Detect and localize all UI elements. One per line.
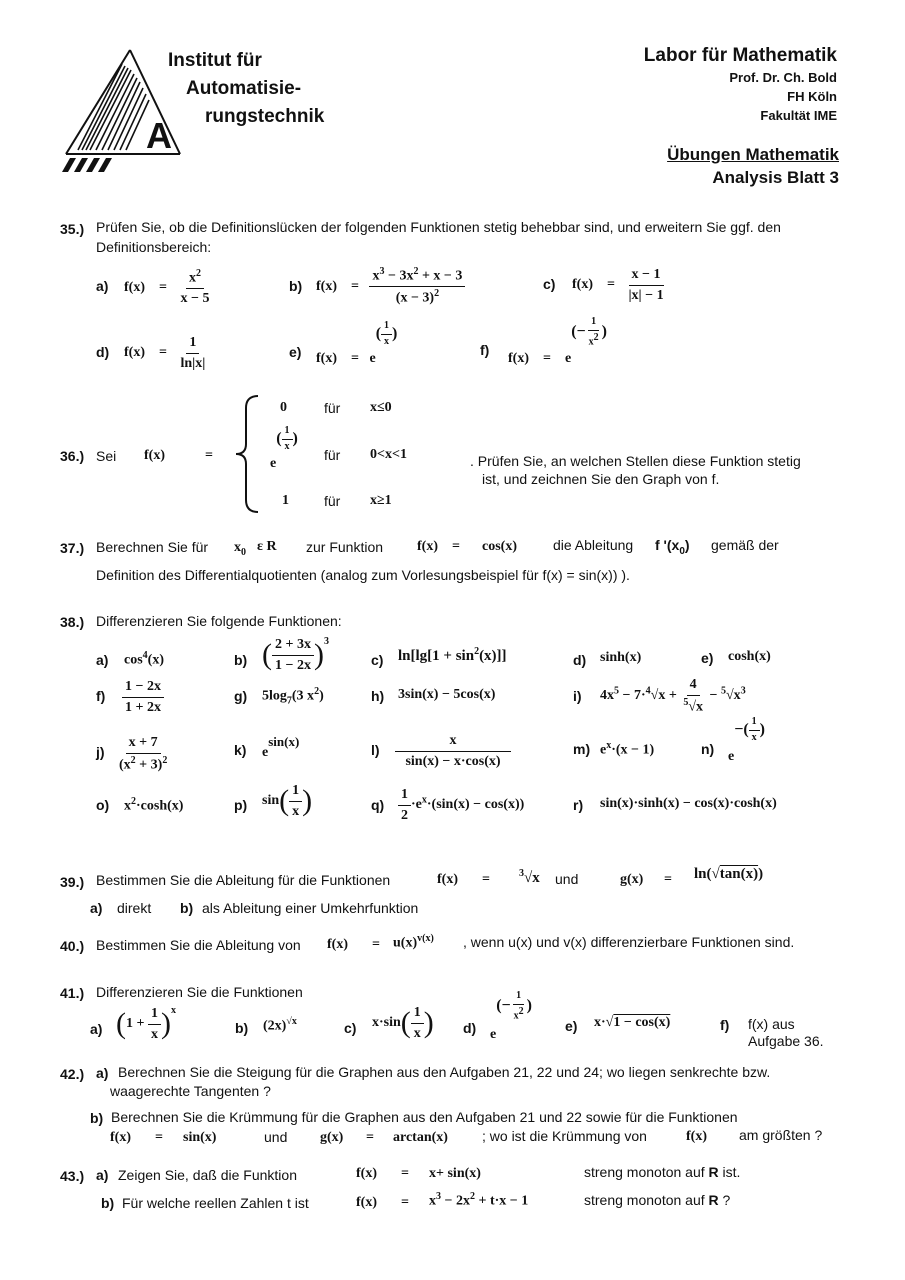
exercise-text: Definition des Differentialquotienten (analog zum Vorlesungsbeispiel für f(x) = sin(x)) ).	[96, 567, 630, 583]
item-label: b)	[101, 1195, 115, 1211]
institute-line-3: rungstechnik	[205, 106, 325, 127]
case-value-exp: e( $\frac{1}{x}$ )	[270, 425, 298, 471]
formula-35e: f(x) = e( $\frac{1}{x}$ )	[316, 320, 398, 366]
formula-38l: $\frac{x}{\sin(x) - x\cdot\cos(x)}$	[398, 732, 508, 770]
lab-name: Labor für Mathematik	[643, 45, 837, 66]
item-label: d)	[573, 652, 587, 668]
exercise-text: und	[264, 1129, 288, 1145]
exercise-text: ; wo ist die Krümmung von	[482, 1128, 647, 1144]
formula-35c: f(x) = $\frac{x - 1}{|x| - 1}$	[572, 267, 664, 303]
formula-u-pow-v: $u(x)^{v(x)}$	[393, 933, 434, 951]
function-name: f(x)	[437, 872, 458, 887]
formula-38d: sinh(x)	[600, 650, 642, 665]
exercise-text: . Prüfen Sie, an welchen Stellen diese Funktion stetig	[470, 453, 801, 469]
formula-41d: e(− $\frac{1}{x^2}$ )	[490, 990, 532, 1042]
university-name: FH Köln	[787, 89, 837, 104]
exercise-number: 38.)	[60, 614, 85, 630]
item-label: n)	[701, 741, 715, 757]
variable-x0: $x_0$	[234, 540, 246, 558]
case-brace	[232, 394, 262, 519]
exercise-text: Differenzieren Sie die Funktionen	[96, 984, 303, 1000]
item-label: b)	[90, 1110, 104, 1126]
formula-35b: f(x) = $\frac{x^3 - 3x^2 + x - 3}{(x - 3)^2}$	[316, 266, 465, 307]
item-label: f)	[480, 342, 490, 358]
function-name: f(x)	[356, 1166, 377, 1181]
exercise-text: direkt	[117, 900, 152, 916]
exercise-number: 42.)	[60, 1066, 85, 1082]
formula-35a: f(x) = $\frac{x^2}{x - 5}$	[124, 268, 210, 307]
institute-logo	[58, 46, 183, 174]
item-label: a)	[96, 652, 109, 668]
equals-sign: =	[664, 872, 672, 887]
case-fuer: für	[324, 400, 341, 416]
exercise-text: , wenn u(x) und v(x) differenzierbare Funktionen sind.	[463, 934, 795, 950]
exercise-text: Bestimmen Sie die Ableitung von	[96, 937, 301, 953]
faculty-name: Fakultät IME	[760, 108, 837, 123]
exercise-text: Aufgabe 36.	[748, 1033, 824, 1049]
exercise-text: Prüfen Sie, ob die Definitionslücken der folgenden Funktionen stetig behebbar sind, und erweitern Sie ggf. den	[96, 219, 781, 235]
institute-line-1: Institut für	[168, 50, 262, 71]
case-fuer: für	[324, 447, 341, 463]
exercise-number: 43.)	[60, 1168, 85, 1184]
formula-38g: $5\log_7(3$ $x^2$)	[262, 686, 324, 707]
exercise-text: als Ableitung einer Umkehrfunktion	[202, 900, 419, 916]
item-label: l)	[371, 742, 380, 758]
equals-sign: =	[366, 1130, 374, 1145]
item-label: q)	[371, 797, 385, 813]
formula-38c: $\ln[\lg[1 + \sin^2(x)]]$	[398, 646, 507, 664]
exercise-text: Berechnen Sie die Steigung für die Graphen aus den Aufgaben 21, 22 und 24; wo liegen senkrechte bzw.	[118, 1064, 771, 1080]
exercise-text: gemäß der	[711, 537, 779, 553]
equals-sign: =	[401, 1166, 409, 1181]
formula-38k: esin(x)	[262, 734, 300, 760]
item-label: d)	[96, 344, 110, 360]
exercise-text: f(x) aus	[748, 1016, 795, 1032]
item-label: d)	[463, 1020, 477, 1036]
item-label: k)	[234, 742, 247, 758]
exercise-text: Berechnen Sie für	[96, 539, 209, 555]
function-name: f(x)	[686, 1129, 707, 1144]
exercise-text: streng monoton auf R ?	[584, 1192, 731, 1208]
case-condition: x≤0	[370, 400, 392, 415]
exercise-text: Differenzieren Sie folgende Funktionen:	[96, 613, 342, 629]
formula-41b: $(2x)^{√x}$	[263, 1016, 297, 1034]
item-label: m)	[573, 741, 591, 757]
formula-38p: sin( $\frac{1}{x}$ )	[262, 783, 313, 819]
exercise-text: Berechnen Sie die Krümmung für die Graphen aus den Aufgaben 21 und 22 sowie für die Funktionen	[111, 1109, 738, 1125]
item-label: b)	[289, 278, 303, 294]
equals-sign: =	[205, 448, 213, 463]
case-value: 1	[282, 493, 289, 508]
exercise-text: zur Funktion	[306, 539, 384, 555]
function-name: f(x)	[356, 1195, 377, 1210]
svg-text:A: A	[146, 115, 172, 156]
equals-sign: =	[401, 1195, 409, 1210]
element-of-r: ε R	[257, 539, 277, 554]
case-value: 0	[280, 400, 287, 415]
item-label: c)	[371, 652, 384, 668]
formula-38f: $\frac{1 - 2x}{1 + 2x}$	[122, 678, 164, 716]
item-label: b)	[180, 900, 194, 916]
case-condition: x≥1	[370, 493, 392, 508]
formula-41e: x·√1 − cos(x)	[594, 1015, 671, 1030]
formula-ln-sqrt-tan: ln(√tan(x))	[694, 866, 764, 882]
formula-41c: x·sin( $\frac{1}{x}$ )	[372, 1005, 434, 1041]
formula-38b: ( $\frac{2 + 3x}{1 - 2x}$ )$^3$	[262, 636, 329, 673]
formula-cos: cos(x)	[482, 539, 517, 554]
exercise-text: streng monoton auf R ist.	[584, 1164, 741, 1180]
function-name: f(x)	[144, 448, 165, 463]
exercise-number: 39.)	[60, 874, 85, 890]
formula-38r: sin(x)·sinh(x) − cos(x)·cosh(x)	[600, 796, 777, 811]
item-label: g)	[234, 688, 248, 704]
exercise-number: 40.)	[60, 938, 85, 954]
formula-41a: (1 + $\frac{1}{x}$ )$^x$	[116, 1005, 176, 1042]
item-label: a)	[96, 1167, 109, 1183]
exercise-number: 37.)	[60, 540, 85, 556]
equals-sign: =	[452, 539, 460, 554]
formula-38o: $x^2\cdot\cosh(x)$	[124, 796, 184, 814]
exercise-number: 36.)	[60, 448, 85, 464]
derivative-notation: f '$(x_0)$	[655, 537, 690, 557]
formula-38j: $\frac{x + 7}{(x^2 + 3)^2}$	[119, 735, 168, 773]
exercise-text: Bestimmen Sie die Ableitung für die Funktionen	[96, 872, 391, 888]
item-label: a)	[90, 900, 103, 916]
item-label: b)	[234, 652, 248, 668]
exercise-number: 41.)	[60, 985, 85, 1001]
item-label: r)	[573, 797, 584, 813]
function-name: f(x)	[417, 539, 438, 554]
exercise-text: Zeigen Sie, daß die Funktion	[118, 1167, 297, 1183]
formula-43b: $x^3 - 2x^2 + t\cdot x - 1$	[429, 1191, 529, 1209]
item-label: c)	[543, 276, 556, 292]
exercise-text: am größten ?	[739, 1127, 823, 1143]
formula-35d: f(x) = $\frac{1}{\ln|x|}$	[124, 335, 206, 371]
formula-38a: $\cos^4(x)$	[124, 650, 164, 668]
item-label: o)	[96, 797, 110, 813]
exercise-text: Definitionsbereich:	[96, 239, 212, 255]
item-label: b)	[235, 1020, 249, 1036]
item-label: i)	[573, 688, 582, 704]
item-label: a)	[96, 278, 109, 294]
formula-38i: $4x^5 - 7\cdot^4√x$ + $\frac{4}{^5√x}$ − $^5√x^3$	[600, 677, 746, 715]
item-label: e)	[565, 1018, 578, 1034]
formula-38q: $\frac{1}{2}$ $\cdot e^x\cdot(\sin(x) - \cos(x))$	[398, 786, 524, 824]
professor-name: Prof. Dr. Ch. Bold	[729, 70, 837, 85]
formula-cuberoot: $^3$√x	[519, 868, 540, 886]
function-name: f(x)	[110, 1130, 131, 1145]
item-label: c)	[344, 1020, 357, 1036]
formula-38h: 3sin(x) − 5cos(x)	[398, 687, 496, 702]
equals-sign: =	[155, 1130, 163, 1145]
exercise-text: waagerechte Tangenten ?	[110, 1083, 271, 1099]
formula-43a: x+ sin(x)	[429, 1166, 481, 1181]
item-label: a)	[96, 1065, 109, 1081]
exercise-text: ist, und zeichnen Sie den Graph von f.	[482, 471, 720, 487]
formula-sin: sin(x)	[183, 1130, 217, 1145]
institute-line-2: Automatisie-	[186, 78, 302, 99]
equals-sign: =	[372, 937, 380, 952]
item-label: a)	[90, 1021, 103, 1037]
function-name: f(x)	[327, 937, 348, 952]
formula-38n: e−( $\frac{1}{x}$ )	[728, 716, 765, 764]
sheet-title: Übungen Mathematik	[667, 145, 839, 164]
item-label: h)	[371, 688, 385, 704]
exercise-text: Sei	[96, 448, 117, 464]
exercise-text: die Ableitung	[553, 537, 634, 553]
item-label: f)	[720, 1017, 730, 1033]
formula-arctan: arctan(x)	[393, 1130, 448, 1145]
exercise-number: 35.)	[60, 221, 85, 237]
formula-38m: $e^x\cdot(x - 1)$	[600, 740, 655, 758]
function-name: g(x)	[620, 872, 644, 887]
formula-38e: cosh(x)	[728, 649, 771, 664]
exercise-text: und	[555, 871, 579, 887]
item-label: f)	[96, 688, 106, 704]
item-label: e)	[289, 344, 302, 360]
function-name: g(x)	[320, 1130, 344, 1145]
case-condition: 0<x<1	[370, 447, 407, 462]
exercise-text: Für welche reellen Zahlen t ist	[122, 1195, 309, 1211]
item-label: e)	[701, 650, 714, 666]
item-label: j)	[96, 744, 105, 760]
item-label: p)	[234, 797, 248, 813]
formula-35f: f(x) = e(− $\frac{1}{x^2}$ )	[508, 316, 607, 366]
equals-sign: =	[482, 872, 490, 887]
sheet-subtitle: Analysis Blatt 3	[712, 168, 839, 187]
case-fuer: für	[324, 493, 341, 509]
